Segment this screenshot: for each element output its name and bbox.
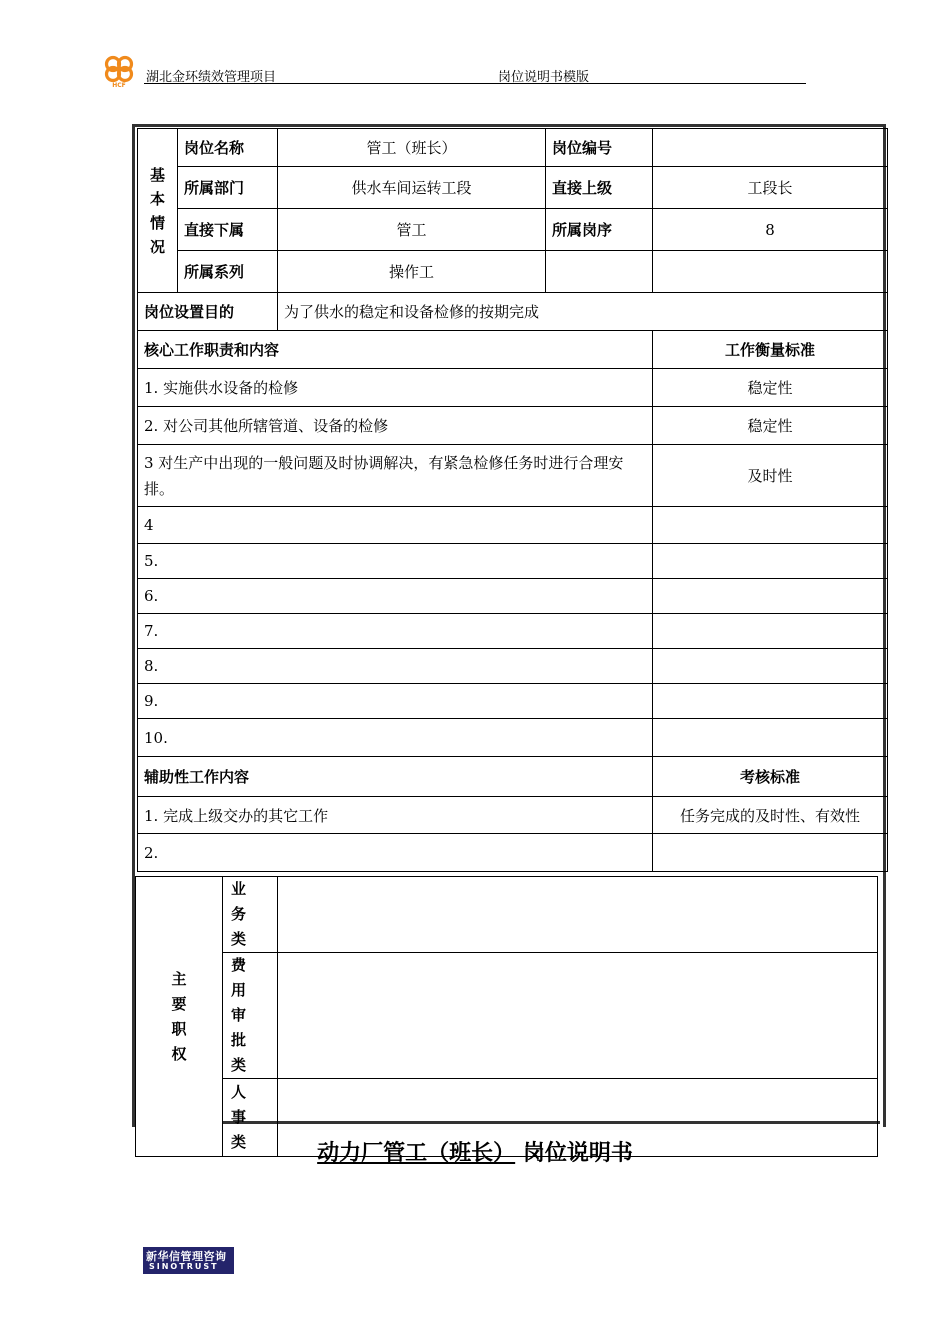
superior-label: 直接上级 bbox=[546, 167, 653, 209]
power-content bbox=[278, 953, 878, 1079]
power-row bbox=[136, 953, 878, 1079]
aux-row bbox=[138, 797, 888, 834]
job-description-table bbox=[137, 128, 888, 872]
core-duties-header: 核心工作职责和内容 bbox=[138, 331, 653, 369]
power-category: 费用 审批 类 bbox=[223, 953, 278, 1079]
department-value: 供水车间运转工段 bbox=[278, 167, 546, 209]
core-standard: 稳定性 bbox=[653, 369, 888, 407]
empty-cell bbox=[546, 251, 653, 293]
position-name-label: 岗位名称 bbox=[178, 129, 278, 167]
basic-row-1 bbox=[138, 129, 888, 167]
position-name-value: 管工（班长） bbox=[278, 129, 546, 167]
aux-standard bbox=[653, 834, 888, 872]
core-row bbox=[138, 719, 888, 757]
superior-value: 工段长 bbox=[653, 167, 888, 209]
aux-standard: 任务完成的及时性、有效性 bbox=[653, 797, 888, 834]
core-content: 9. bbox=[138, 684, 653, 719]
core-content: 6. bbox=[138, 579, 653, 614]
core-content: 5. bbox=[138, 544, 653, 579]
aux-standard-header: 考核标准 bbox=[653, 757, 888, 797]
core-standard bbox=[653, 719, 888, 757]
header-project-name: 湖北金环绩效管理项目 bbox=[146, 70, 277, 85]
badge-line2: SINOTRUST bbox=[149, 1262, 219, 1271]
core-row bbox=[138, 649, 888, 684]
sinotrust-logo bbox=[143, 1247, 234, 1274]
core-row bbox=[138, 544, 888, 579]
purpose-label: 岗位设置目的 bbox=[138, 293, 278, 331]
power-category: 业务 类 bbox=[223, 877, 278, 953]
core-content: 2. 对公司其他所辖管道、设备的检修 bbox=[138, 407, 653, 445]
empty-cell bbox=[653, 251, 888, 293]
aux-duties-header: 辅助性工作内容 bbox=[138, 757, 653, 797]
subordinate-value: 管工 bbox=[278, 209, 546, 251]
power-row bbox=[136, 877, 878, 953]
sequence-label: 所属岗序 bbox=[546, 209, 653, 251]
core-content: 7. bbox=[138, 614, 653, 649]
core-row bbox=[138, 507, 888, 544]
position-no-label: 岗位编号 bbox=[546, 129, 653, 167]
core-content: 10. bbox=[138, 719, 653, 757]
subordinate-label: 直接下属 bbox=[178, 209, 278, 251]
core-content: 1. 实施供水设备的检修 bbox=[138, 369, 653, 407]
series-value: 操作工 bbox=[278, 251, 546, 293]
aux-header-row bbox=[138, 757, 888, 797]
powers-section-label: 主 要 职 权 bbox=[136, 877, 223, 1157]
basic-section-label: 基 本 情 况 bbox=[138, 129, 178, 293]
core-row bbox=[138, 445, 888, 507]
powers-table bbox=[135, 876, 878, 1157]
hcf-logo-icon bbox=[100, 54, 138, 88]
basic-row-3 bbox=[138, 209, 888, 251]
core-standard: 稳定性 bbox=[653, 407, 888, 445]
core-content: 3 对生产中出现的一般问题及时协调解决，有紧急检修任务时进行合理安排。 bbox=[138, 445, 653, 507]
header-doc-type: 岗位说明书模版 bbox=[498, 70, 590, 85]
core-standard bbox=[653, 544, 888, 579]
sequence-value: 8 bbox=[653, 209, 888, 251]
title-position: 动力厂管工（班长） bbox=[317, 1141, 516, 1166]
core-standard bbox=[653, 507, 888, 544]
core-row bbox=[138, 407, 888, 445]
core-standard-header: 工作衡量标准 bbox=[653, 331, 888, 369]
core-header-row bbox=[138, 331, 888, 369]
aux-row bbox=[138, 834, 888, 872]
basic-row-4 bbox=[138, 251, 888, 293]
document-title bbox=[0, 1136, 950, 1167]
core-standard bbox=[653, 579, 888, 614]
purpose-row bbox=[138, 293, 888, 331]
aux-content: 1. 完成上级交办的其它工作 bbox=[138, 797, 653, 834]
core-row bbox=[138, 684, 888, 719]
core-standard bbox=[653, 614, 888, 649]
department-label: 所属部门 bbox=[178, 167, 278, 209]
logo-text: HCF bbox=[112, 82, 126, 88]
core-row bbox=[138, 369, 888, 407]
power-content bbox=[278, 877, 878, 953]
series-label: 所属系列 bbox=[178, 251, 278, 293]
core-standard: 及时性 bbox=[653, 445, 888, 507]
header-divider bbox=[144, 83, 806, 84]
core-content: 4 bbox=[138, 507, 653, 544]
position-no-value bbox=[653, 129, 888, 167]
badge-line1: 新华信管理咨询 bbox=[146, 1250, 227, 1263]
core-row bbox=[138, 579, 888, 614]
power-category: 人事 类 bbox=[223, 1079, 278, 1157]
title-suffix: 岗位说明书 bbox=[515, 1141, 633, 1166]
core-standard bbox=[653, 649, 888, 684]
basic-row-2 bbox=[138, 167, 888, 209]
core-row bbox=[138, 614, 888, 649]
purpose-text: 为了供水的稳定和设备检修的按期完成 bbox=[278, 293, 888, 331]
page-header bbox=[100, 54, 806, 86]
aux-content: 2. bbox=[138, 834, 653, 872]
core-standard bbox=[653, 684, 888, 719]
core-content: 8. bbox=[138, 649, 653, 684]
